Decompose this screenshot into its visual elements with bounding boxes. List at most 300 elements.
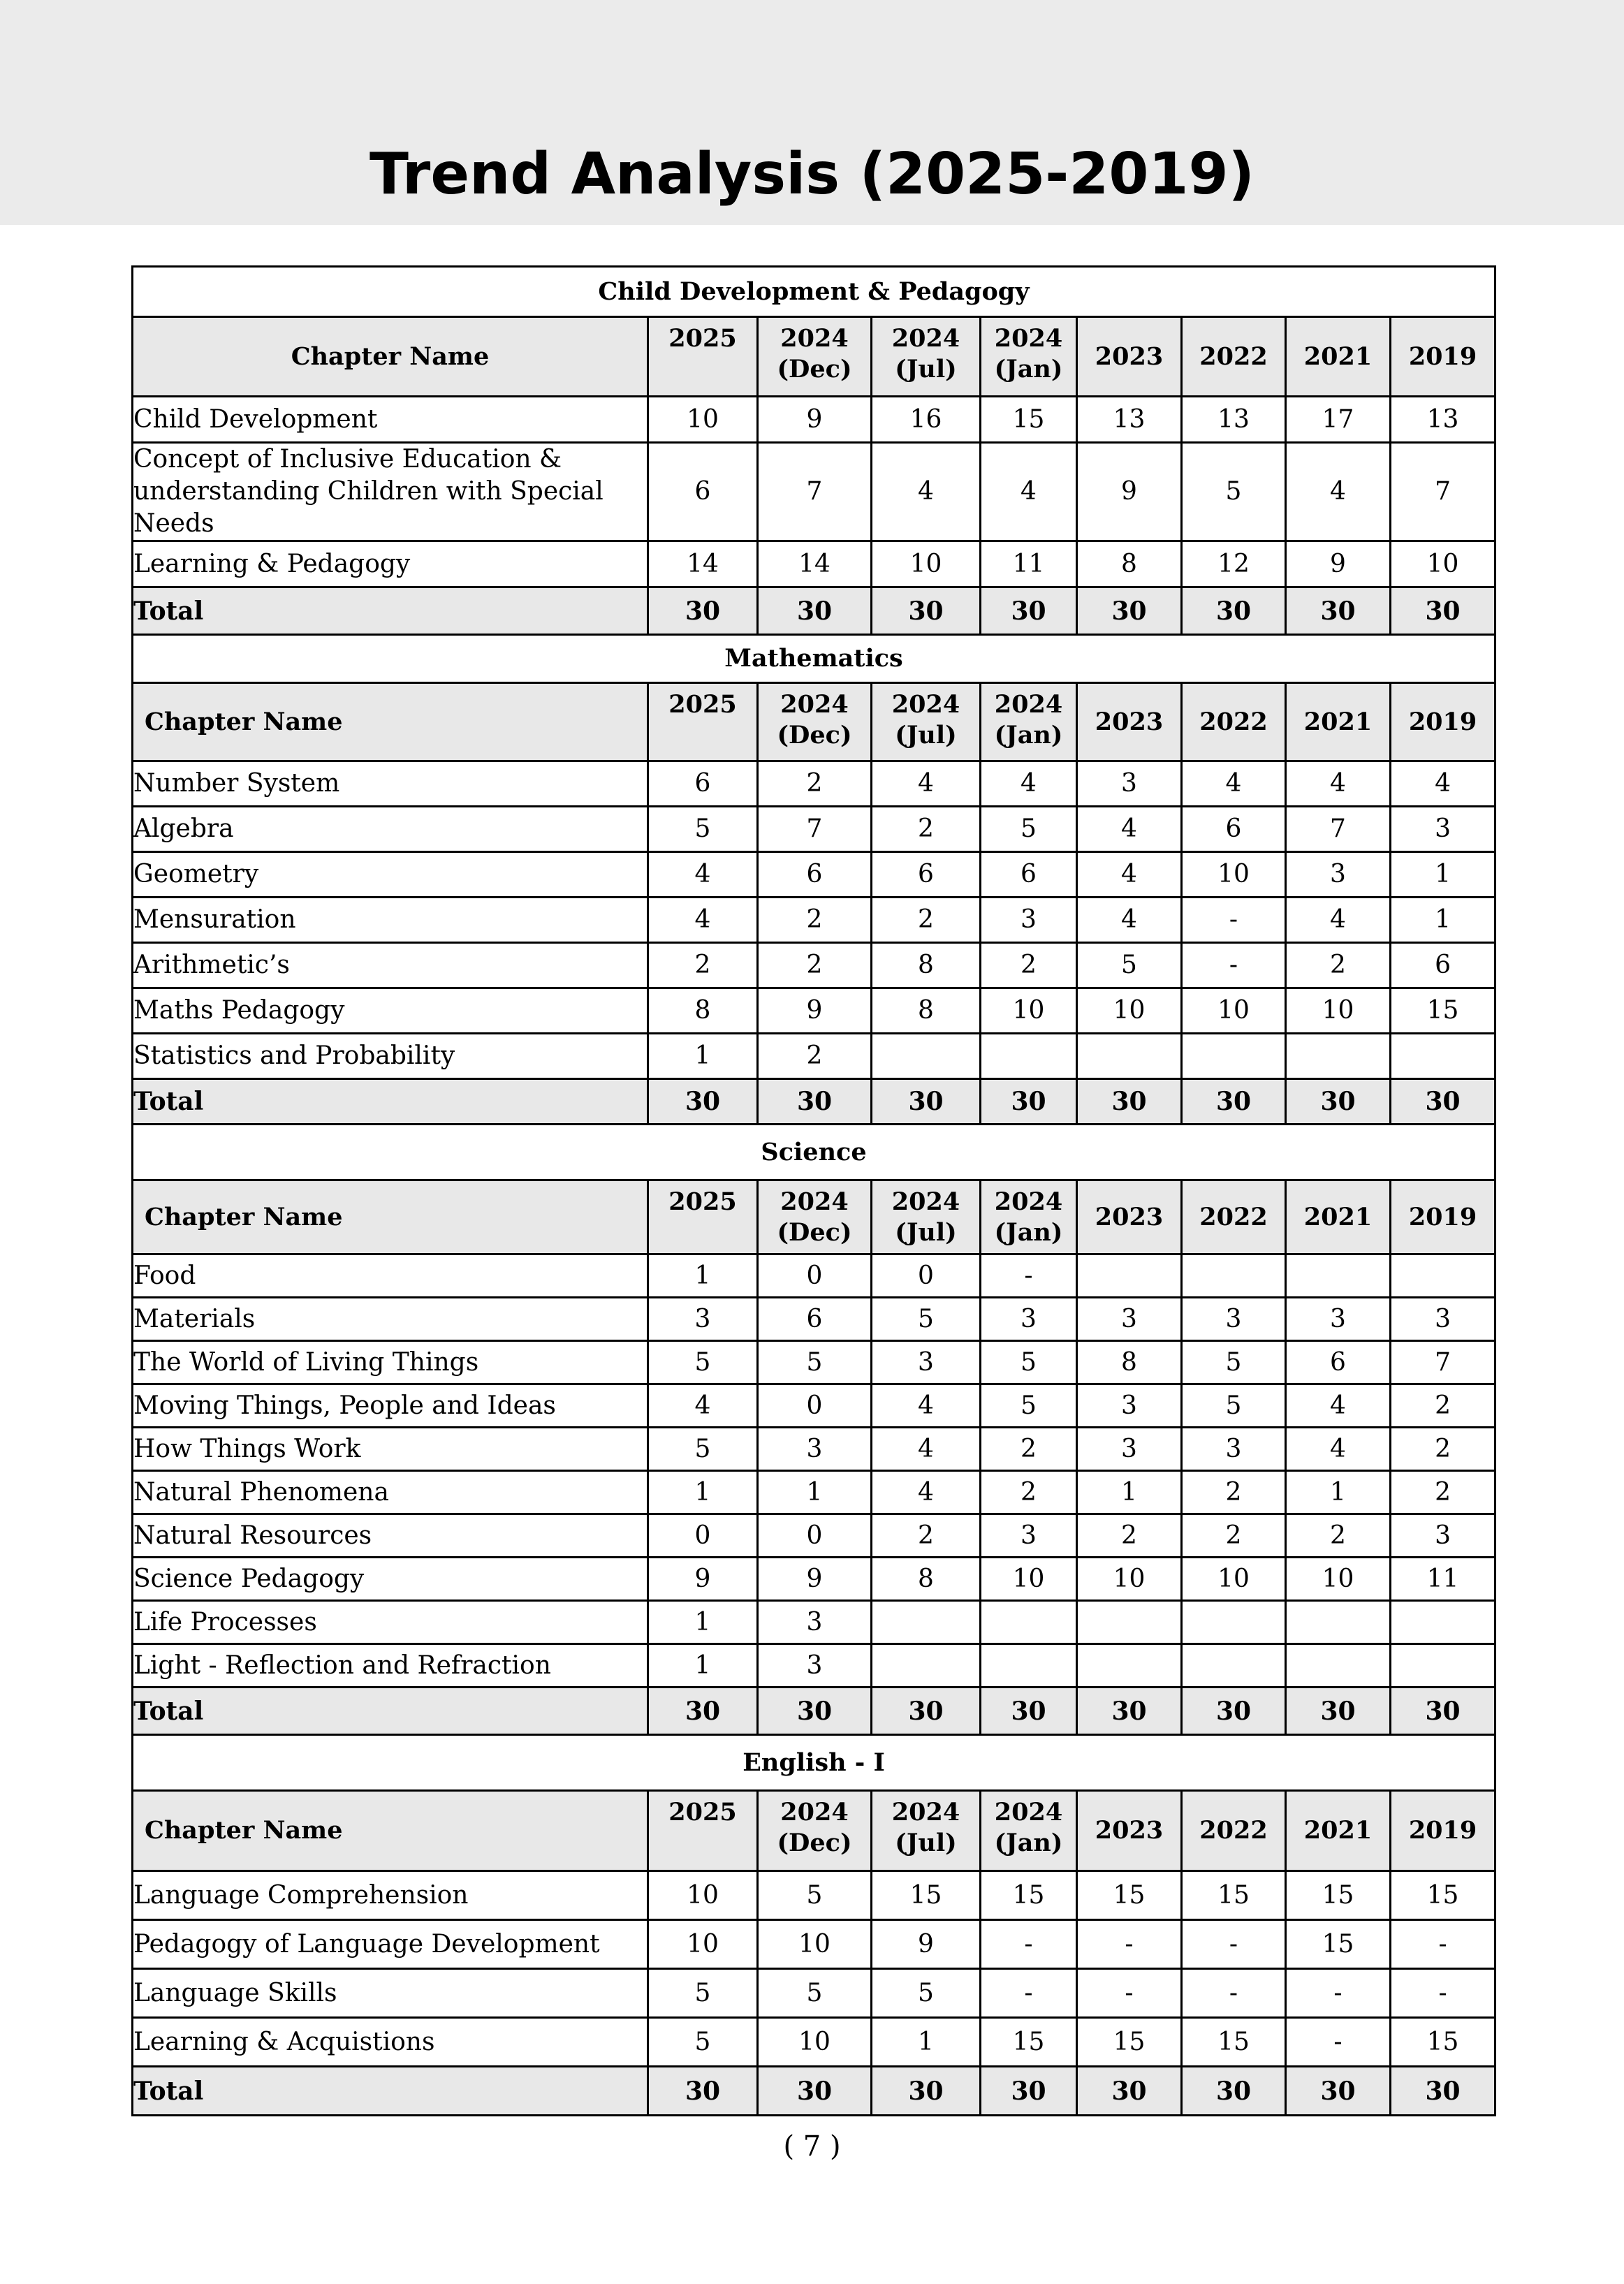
value-cell: 15: [1077, 2018, 1182, 2067]
value-cell: 3: [1077, 1384, 1182, 1428]
value-cell: 10: [1182, 1558, 1286, 1601]
total-value-cell: 30: [1182, 2067, 1286, 2116]
value-cell: 1: [1391, 898, 1495, 943]
value-cell: 8: [872, 1558, 981, 1601]
table-row: [133, 898, 1495, 943]
total-value-cell: 30: [758, 2067, 872, 2116]
value-cell: [1391, 1601, 1495, 1644]
header-row: [133, 683, 1495, 761]
year-header-line1: 2024: [891, 690, 960, 719]
year-header-line2: (Dec): [777, 1829, 852, 1857]
table-row: [133, 988, 1495, 1034]
total-row: [133, 587, 1495, 635]
value-cell: 15: [1286, 1871, 1391, 1920]
value-cell: 2: [1182, 1471, 1286, 1514]
section-title: Mathematics: [133, 635, 1495, 683]
year-header: [758, 317, 872, 397]
value-cell: 4: [1286, 1428, 1391, 1471]
year-header: [1077, 1791, 1182, 1871]
value-cell: 2: [872, 898, 981, 943]
year-header-line1: 2022: [1199, 707, 1268, 736]
total-value-cell: 30: [981, 2067, 1077, 2116]
total-value-cell: 30: [1286, 1688, 1391, 1735]
value-cell: [872, 1644, 981, 1688]
year-header-line2: (Jan): [994, 1829, 1063, 1857]
value-cell: 7: [1391, 1341, 1495, 1384]
value-cell: 2: [872, 1514, 981, 1558]
total-value-cell: 30: [1182, 587, 1286, 635]
value-cell: 6: [648, 761, 758, 807]
year-header: [1077, 1180, 1182, 1254]
chapter-name-cell: Language Comprehension: [133, 1871, 648, 1920]
year-header-line2: (Dec): [777, 721, 852, 749]
value-cell: 6: [1286, 1341, 1391, 1384]
value-cell: 4: [1286, 898, 1391, 943]
year-header-line2: (Dec): [777, 1218, 852, 1247]
value-cell: 3: [981, 898, 1077, 943]
year-header: [872, 1180, 981, 1254]
year-header: [1077, 317, 1182, 397]
value-cell: 5: [872, 1298, 981, 1341]
value-cell: 1: [1077, 1471, 1182, 1514]
year-header: [981, 1180, 1077, 1254]
chapter-name-cell: Food: [133, 1254, 648, 1298]
table-row: [133, 1558, 1495, 1601]
value-cell: 5: [1182, 443, 1286, 541]
value-cell: 8: [648, 988, 758, 1034]
table-row: [133, 852, 1495, 898]
year-header-line1: 2022: [1199, 342, 1268, 371]
chapter-name-cell: Language Skills: [133, 1969, 648, 2018]
value-cell: 10: [758, 2018, 872, 2067]
section-title: English - I: [133, 1735, 1495, 1791]
table-row: [133, 1254, 1495, 1298]
year-header-line1: 2024: [994, 690, 1063, 719]
total-label: Total: [133, 1079, 648, 1125]
value-cell: 15: [872, 1871, 981, 1920]
value-cell: 9: [648, 1558, 758, 1601]
value-cell: 3: [981, 1514, 1077, 1558]
value-cell: 10: [1077, 1558, 1182, 1601]
year-header: [981, 317, 1077, 397]
year-header-line1: 2019: [1408, 707, 1477, 736]
value-cell: 1: [872, 2018, 981, 2067]
chapter-name-header: Chapter Name: [133, 683, 648, 761]
value-cell: 15: [1182, 1871, 1286, 1920]
year-header-line1: 2023: [1095, 1202, 1164, 1231]
value-cell: 1: [648, 1034, 758, 1079]
value-cell: 2: [981, 1471, 1077, 1514]
total-value-cell: 30: [1077, 587, 1182, 635]
value-cell: 0: [758, 1514, 872, 1558]
total-value-cell: 30: [1391, 1688, 1495, 1735]
year-header-line1: 2023: [1095, 1816, 1164, 1845]
value-cell: [1077, 1601, 1182, 1644]
value-cell: -: [1286, 1969, 1391, 2018]
chapter-name-cell: How Things Work: [133, 1428, 648, 1471]
year-header: [758, 1791, 872, 1871]
value-cell: 3: [648, 1298, 758, 1341]
chapter-name-cell: Geometry: [133, 852, 648, 898]
value-cell: -: [981, 1969, 1077, 2018]
value-cell: 0: [758, 1254, 872, 1298]
value-cell: 1: [1286, 1471, 1391, 1514]
value-cell: 4: [1286, 443, 1391, 541]
year-header: [1391, 683, 1495, 761]
value-cell: 2: [981, 943, 1077, 988]
value-cell: 2: [1391, 1471, 1495, 1514]
value-cell: 3: [758, 1428, 872, 1471]
value-cell: 3: [1182, 1428, 1286, 1471]
value-cell: 7: [758, 807, 872, 852]
value-cell: [1182, 1254, 1286, 1298]
value-cell: 4: [1077, 898, 1182, 943]
value-cell: 2: [1391, 1384, 1495, 1428]
year-header-line1: 2021: [1303, 1816, 1373, 1845]
year-header: [648, 683, 758, 761]
value-cell: 4: [648, 852, 758, 898]
value-cell: 10: [981, 1558, 1077, 1601]
value-cell: 0: [872, 1254, 981, 1298]
value-cell: 11: [981, 541, 1077, 587]
value-cell: 4: [1077, 807, 1182, 852]
total-value-cell: 30: [981, 1688, 1077, 1735]
value-cell: 15: [1391, 2018, 1495, 2067]
value-cell: 0: [758, 1384, 872, 1428]
value-cell: 13: [1182, 397, 1286, 443]
total-label: Total: [133, 2067, 648, 2116]
table-row: [133, 541, 1495, 587]
year-header: [872, 1791, 981, 1871]
value-cell: 15: [981, 1871, 1077, 1920]
value-cell: 3: [1077, 1428, 1182, 1471]
table-row: [133, 761, 1495, 807]
value-cell: 3: [1077, 1298, 1182, 1341]
table-row: [133, 397, 1495, 443]
value-cell: 9: [758, 988, 872, 1034]
value-cell: 10: [648, 1871, 758, 1920]
trend-table: [131, 265, 1496, 2116]
chapter-name-cell: Light - Reflection and Refraction: [133, 1644, 648, 1688]
total-value-cell: 30: [1391, 587, 1495, 635]
value-cell: 10: [1182, 988, 1286, 1034]
value-cell: -: [1391, 1969, 1495, 2018]
value-cell: 4: [872, 1428, 981, 1471]
chapter-name-header: Chapter Name: [133, 1180, 648, 1254]
total-row: [133, 1688, 1495, 1735]
chapter-name-cell: Natural Resources: [133, 1514, 648, 1558]
chapter-name-cell: Science Pedagogy: [133, 1558, 648, 1601]
year-header-line1: 2021: [1303, 342, 1373, 371]
year-header-line1: 2024: [994, 324, 1063, 353]
value-cell: 3: [1391, 1298, 1495, 1341]
value-cell: 2: [1182, 1514, 1286, 1558]
value-cell: 10: [758, 1920, 872, 1969]
value-cell: 8: [1077, 541, 1182, 587]
year-header: [1286, 317, 1391, 397]
value-cell: 1: [648, 1471, 758, 1514]
total-value-cell: 30: [1077, 1688, 1182, 1735]
value-cell: 13: [1077, 397, 1182, 443]
page-title: Trend Analysis (2025-2019): [369, 141, 1255, 207]
year-header-line1: 2024: [780, 1798, 849, 1827]
value-cell: 3: [1286, 1298, 1391, 1341]
chapter-name-cell: Statistics and Probability: [133, 1034, 648, 1079]
year-header-line1: 2024: [780, 324, 849, 353]
year-header: [758, 683, 872, 761]
total-value-cell: 30: [1286, 2067, 1391, 2116]
year-header-line2: (Jan): [994, 355, 1063, 383]
total-value-cell: 30: [872, 1079, 981, 1125]
total-row: [133, 1079, 1495, 1125]
year-header: [981, 1791, 1077, 1871]
table-row: [133, 1034, 1495, 1079]
year-header: [1182, 683, 1286, 761]
value-cell: 3: [1391, 1514, 1495, 1558]
value-cell: 10: [1286, 1558, 1391, 1601]
table-row: [133, 1871, 1495, 1920]
table-row: [133, 1969, 1495, 2018]
value-cell: [1286, 1254, 1391, 1298]
value-cell: 2: [1286, 943, 1391, 988]
section-title-row: [133, 635, 1495, 683]
value-cell: [981, 1601, 1077, 1644]
chapter-name-cell: Maths Pedagogy: [133, 988, 648, 1034]
value-cell: 10: [872, 541, 981, 587]
chapter-name-header: Chapter Name: [133, 1791, 648, 1871]
total-label: Total: [133, 587, 648, 635]
table-row: [133, 1298, 1495, 1341]
total-value-cell: 30: [758, 1688, 872, 1735]
year-header: [1182, 1791, 1286, 1871]
value-cell: 1: [1391, 852, 1495, 898]
value-cell: 5: [758, 1871, 872, 1920]
total-row: [133, 2067, 1495, 2116]
year-header-line1: 2025: [668, 1798, 737, 1827]
year-header-line1: 2025: [668, 1187, 737, 1216]
year-header-line1: 2019: [1408, 1816, 1477, 1845]
value-cell: 14: [648, 541, 758, 587]
value-cell: -: [1077, 1969, 1182, 2018]
header-row: [133, 1180, 1495, 1254]
value-cell: 3: [758, 1601, 872, 1644]
year-header-line1: 2024: [994, 1798, 1063, 1827]
value-cell: 8: [872, 988, 981, 1034]
table-row: [133, 1644, 1495, 1688]
chapter-name-cell: Natural Phenomena: [133, 1471, 648, 1514]
chapter-name-cell: Mensuration: [133, 898, 648, 943]
year-header-line2: (Jul): [895, 1218, 957, 1247]
chapter-name-cell: Algebra: [133, 807, 648, 852]
value-cell: 4: [1286, 1384, 1391, 1428]
year-header-line1: 2022: [1199, 1816, 1268, 1845]
year-header: [1391, 1180, 1495, 1254]
year-header: [872, 317, 981, 397]
value-cell: 15: [1391, 988, 1495, 1034]
total-value-cell: 30: [1391, 2067, 1495, 2116]
year-header: [758, 1180, 872, 1254]
year-header: [1182, 317, 1286, 397]
year-header-line2: (Jan): [994, 721, 1063, 749]
value-cell: 5: [648, 807, 758, 852]
value-cell: 4: [872, 443, 981, 541]
value-cell: 4: [872, 761, 981, 807]
chapter-name-cell: Child Development: [133, 397, 648, 443]
value-cell: 1: [648, 1601, 758, 1644]
year-header-line2: (Jul): [895, 1829, 957, 1857]
chapter-name-cell: Life Processes: [133, 1601, 648, 1644]
header-row: [133, 1791, 1495, 1871]
value-cell: [1391, 1254, 1495, 1298]
total-value-cell: 30: [1286, 1079, 1391, 1125]
value-cell: 5: [1182, 1384, 1286, 1428]
value-cell: -: [981, 1254, 1077, 1298]
chapter-name-cell: Arithmetic’s: [133, 943, 648, 988]
value-cell: 8: [872, 943, 981, 988]
value-cell: 15: [981, 2018, 1077, 2067]
value-cell: 5: [981, 1341, 1077, 1384]
value-cell: 4: [872, 1471, 981, 1514]
value-cell: -: [1182, 1969, 1286, 2018]
value-cell: 5: [648, 1341, 758, 1384]
year-header: [1286, 1180, 1391, 1254]
value-cell: 9: [758, 1558, 872, 1601]
table-row: [133, 1920, 1495, 1969]
value-cell: 3: [1286, 852, 1391, 898]
value-cell: 5: [758, 1341, 872, 1384]
value-cell: 13: [1391, 397, 1495, 443]
table-row: [133, 2018, 1495, 2067]
value-cell: [1182, 1644, 1286, 1688]
value-cell: 10: [1286, 988, 1391, 1034]
value-cell: [872, 1601, 981, 1644]
section-title-row: [133, 267, 1495, 317]
year-header-line1: 2023: [1095, 342, 1164, 371]
total-value-cell: 30: [648, 2067, 758, 2116]
year-header: [872, 683, 981, 761]
value-cell: 10: [1391, 541, 1495, 587]
chapter-name-cell: Learning & Pedagogy: [133, 541, 648, 587]
value-cell: 5: [981, 807, 1077, 852]
year-header-line1: 2024: [891, 1798, 960, 1827]
value-cell: 6: [758, 1298, 872, 1341]
total-value-cell: 30: [648, 587, 758, 635]
table-row: [133, 1514, 1495, 1558]
value-cell: [1286, 1601, 1391, 1644]
value-cell: 4: [1391, 761, 1495, 807]
value-cell: [872, 1034, 981, 1079]
year-header-line1: 2025: [668, 324, 737, 353]
value-cell: 6: [872, 852, 981, 898]
year-header-line1: 2024: [891, 1187, 960, 1216]
value-cell: 5: [758, 1969, 872, 2018]
value-cell: 10: [981, 988, 1077, 1034]
value-cell: 8: [1077, 1341, 1182, 1384]
value-cell: [1391, 1644, 1495, 1688]
year-header-line1: 2024: [891, 324, 960, 353]
total-value-cell: 30: [981, 587, 1077, 635]
value-cell: 15: [1391, 1871, 1495, 1920]
year-header-line1: 2021: [1303, 707, 1373, 736]
chapter-name-cell: Moving Things, People and Ideas: [133, 1384, 648, 1428]
value-cell: -: [1077, 1920, 1182, 1969]
total-value-cell: 30: [872, 1688, 981, 1735]
total-value-cell: 30: [1391, 1079, 1495, 1125]
value-cell: 3: [758, 1644, 872, 1688]
year-header-line2: (Dec): [777, 355, 852, 383]
value-cell: -: [1182, 943, 1286, 988]
value-cell: 10: [648, 1920, 758, 1969]
table-row: [133, 1471, 1495, 1514]
value-cell: 15: [981, 397, 1077, 443]
year-header: [1391, 1791, 1495, 1871]
value-cell: 9: [872, 1920, 981, 1969]
year-header-line1: 2021: [1303, 1202, 1373, 1231]
table-row: [133, 1384, 1495, 1428]
year-header: [648, 317, 758, 397]
value-cell: 3: [1391, 807, 1495, 852]
value-cell: 6: [1182, 807, 1286, 852]
value-cell: 10: [1077, 988, 1182, 1034]
value-cell: [1077, 1644, 1182, 1688]
value-cell: 2: [648, 943, 758, 988]
value-cell: 2: [1077, 1514, 1182, 1558]
value-cell: 5: [981, 1384, 1077, 1428]
value-cell: [1077, 1034, 1182, 1079]
value-cell: 4: [981, 761, 1077, 807]
year-header-line1: 2024: [994, 1187, 1063, 1216]
value-cell: [1182, 1034, 1286, 1079]
value-cell: 3: [1182, 1298, 1286, 1341]
chapter-name-cell: Concept of Inclusive Education & understanding Children with Special Needs: [133, 443, 648, 541]
chapter-name-cell: Number System: [133, 761, 648, 807]
total-value-cell: 30: [981, 1079, 1077, 1125]
value-cell: 17: [1286, 397, 1391, 443]
header-row: [133, 317, 1495, 397]
table-row: [133, 807, 1495, 852]
value-cell: 0: [648, 1514, 758, 1558]
value-cell: 3: [981, 1298, 1077, 1341]
chapter-name-cell: Pedagogy of Language Development: [133, 1920, 648, 1969]
page-number: ( 7 ): [783, 2130, 841, 2162]
value-cell: 6: [648, 443, 758, 541]
table-row: [133, 443, 1495, 541]
year-header: [1391, 317, 1495, 397]
value-cell: 4: [981, 443, 1077, 541]
value-cell: 2: [872, 807, 981, 852]
value-cell: 5: [1077, 943, 1182, 988]
value-cell: 11: [1391, 1558, 1495, 1601]
section-title: Science: [133, 1125, 1495, 1180]
year-header-line2: (Jul): [895, 355, 957, 383]
value-cell: 2: [758, 1034, 872, 1079]
year-header-line1: 2019: [1408, 342, 1477, 371]
total-value-cell: 30: [1077, 1079, 1182, 1125]
value-cell: 7: [758, 443, 872, 541]
value-cell: 7: [1286, 807, 1391, 852]
value-cell: [981, 1034, 1077, 1079]
value-cell: 6: [981, 852, 1077, 898]
chapter-name-header: Chapter Name: [133, 317, 648, 397]
year-header: [1077, 683, 1182, 761]
value-cell: 12: [1182, 541, 1286, 587]
total-value-cell: 30: [758, 1079, 872, 1125]
value-cell: 4: [1286, 761, 1391, 807]
value-cell: 10: [1182, 852, 1286, 898]
value-cell: 10: [648, 397, 758, 443]
value-cell: 3: [1077, 761, 1182, 807]
value-cell: 2: [758, 761, 872, 807]
